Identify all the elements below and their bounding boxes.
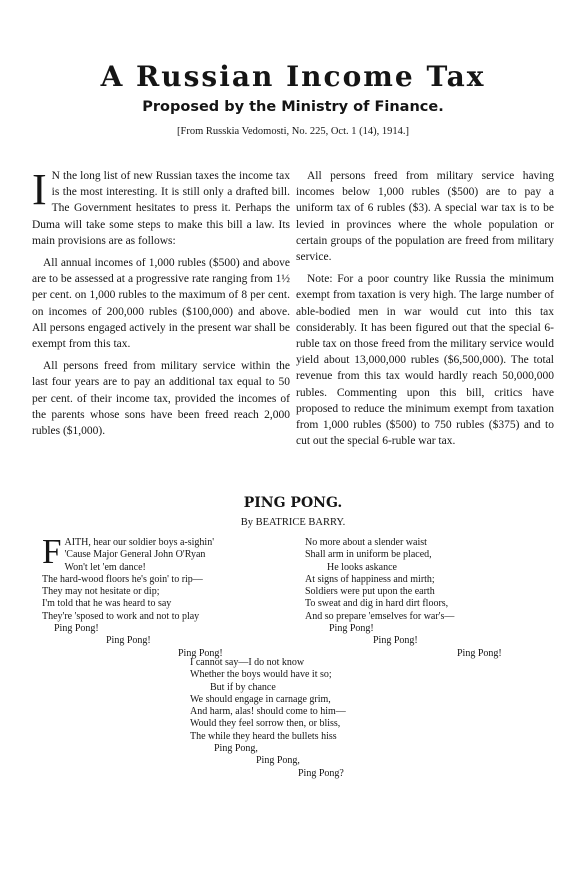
poem-line: Ping Pong? [298, 767, 344, 779]
poem-stanza-2 [305, 537, 575, 660]
poem-line: AITH, hear our soldier boys a-sighin' [64, 537, 215, 548]
poem-line: Ping Pong! [329, 623, 374, 635]
article-subtitle: Proposed by the Ministry of Finance. [142, 99, 444, 115]
article-right-column [296, 168, 554, 449]
article-paragraph: All persons freed from military service having incomes below 1,000 rubles ($500) are to pay a uniform tax of 6 rubles ($3). A special war tax is to be levied in provinces where the whole population or certain groups of the population are freed from military service. [296, 170, 554, 264]
poem-line: I'm told that he was heard to say [42, 598, 172, 610]
poem-line: Soldiers were put upon the earth [305, 586, 435, 598]
article-paragraph: All annual incomes of 1,000 rubles ($500) and above are to be assessed at a progressive rate ranging from 1½ per cent. on 1,000 rubles to the maximum of 8 per cent. on incomes of 200,000 rubles ($100,000) and above. All persons engaged actively in the present war shall be exempt from this tax. [32, 257, 290, 351]
poem-line: They may not hesitate or dip; [42, 586, 160, 598]
poem-line: Ping Pong! [457, 647, 502, 659]
poem-line: Would they feel sorrow then, or bliss, [190, 718, 341, 730]
poem-line: The while they heard the bullets hiss [190, 730, 337, 742]
article-title: A Russian Income Tax [100, 60, 486, 93]
poem-line: At signs of happiness and mirth; [305, 573, 435, 585]
poem-line: Ping Pong, [256, 755, 300, 767]
poem-stanza-3 [190, 657, 450, 780]
poem-line: Whether the boys would have it so; [190, 669, 332, 681]
poem-line: I cannot say—I do not know [190, 657, 305, 668]
poem-line: Ping Pong! [54, 623, 99, 635]
article-paragraph [32, 165, 290, 249]
drop-cap: I [32, 165, 47, 214]
article-paragraph: Note: For a poor country like Russia the minimum exempt from taxation is very high. The large number of able-bodied men in war would cut into this tax considerably. It has been figured out that the special 6-ruble tax on those freed from the military service would yield about 13,000,000 rubles ($6,500,000). The total revenue from this tax would hardly reach 50,000,000 rubles. Commenting upon this bill, critics have proposed to reduce the minimum exempt from taxation from 1,000 rubles ($500) to 750 rubles ($375) and to cut out the special 6-ruble war tax. [296, 273, 554, 448]
article-source: [From Russkia Vedomosti, No. 225, Oct. 1 (14), 1914.] [177, 126, 409, 137]
poem-line: No more about a slender waist [305, 537, 427, 548]
poem-line: Ping Pong, [214, 743, 258, 755]
poem-line: He looks askance [327, 561, 397, 573]
poem-stanza-1 [42, 532, 292, 660]
poem-line: And harm, alas! should come to him— [190, 706, 346, 718]
paragraph-text: N the long list of new Russian taxes the income tax is the most interesting. It is still only a drafted bill. The Government hesitates to press it. Perhaps the Duma will take some steps to make this bill a law. Its main provisions are as follows: [32, 170, 290, 247]
poem-line: The hard-wood floors he's goin' to rip— [42, 573, 203, 585]
poem-line: But if by chance [210, 681, 276, 693]
poem-line: 'Cause Major General John O'Ryan [64, 549, 206, 561]
poem-line: They're 'sposed to work and not to play [42, 610, 200, 622]
drop-cap: F [42, 532, 62, 571]
poem-line: Won't let 'em dance! [64, 561, 146, 573]
poem-line: Ping Pong! [373, 635, 418, 647]
poem-title: PING PONG. [243, 495, 343, 511]
article-left-column [32, 165, 290, 439]
poem-author: By BEATRICE BARRY. [240, 517, 346, 528]
poem-line: Ping Pong! [178, 647, 223, 659]
poem-line: To sweat and dig in hard dirt floors, [305, 598, 449, 610]
poem-line: And so prepare 'emselves for war's— [305, 610, 455, 622]
poem-line: We should engage in carnage grim, [190, 693, 331, 705]
poem-line: Shall arm in uniform be placed, [305, 549, 432, 561]
poem-line: Ping Pong! [106, 635, 151, 647]
article-paragraph: All persons freed from military service within the last four years are to pay an additional tax equal to 50 per cent. of their income tax, provided the incomes of the parents whose sons have been freed reach 2,000 rubles ($1,000). [32, 360, 290, 438]
